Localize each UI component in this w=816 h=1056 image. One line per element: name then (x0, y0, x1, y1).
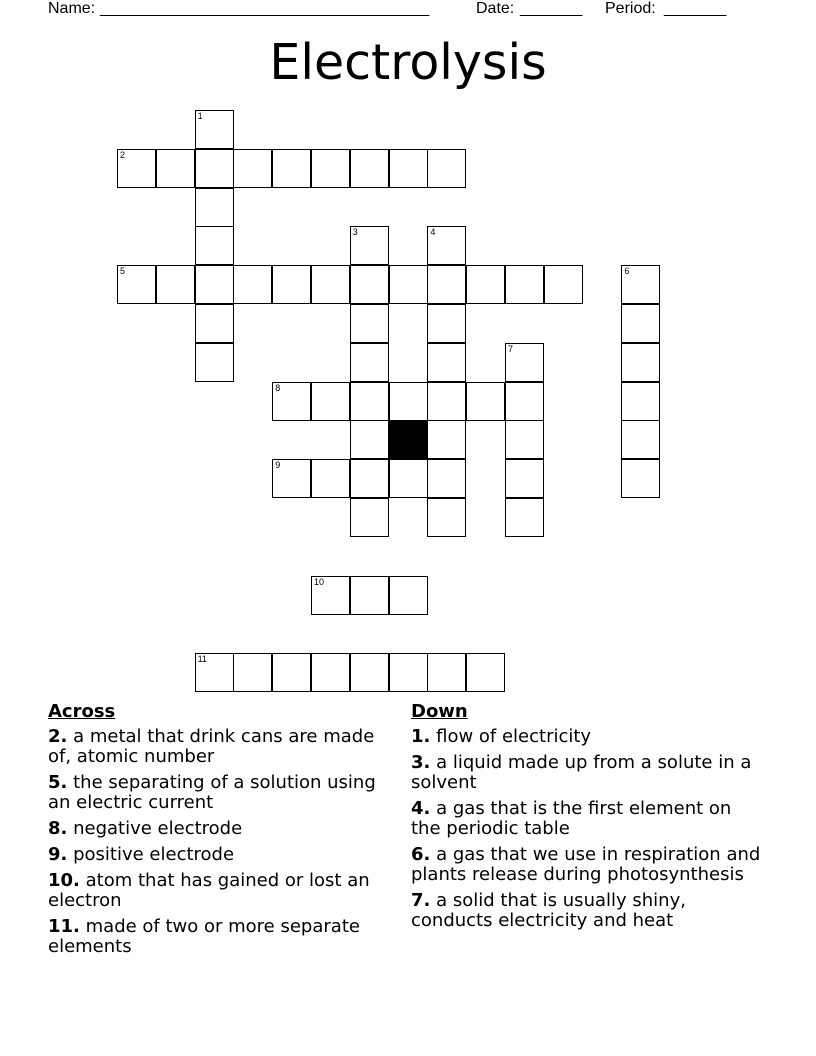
crossword-cell[interactable] (427, 459, 466, 498)
crossword-cell[interactable] (389, 576, 428, 615)
crossword-cell[interactable] (350, 226, 389, 265)
name-blank[interactable]: _____________________________________ (100, 0, 430, 17)
crossword-cell[interactable] (117, 149, 156, 188)
clue-across: 9. positive electrode (48, 844, 235, 865)
crossword-cell[interactable] (350, 304, 389, 343)
crossword-cell[interactable] (311, 149, 350, 188)
clue-across: 8. negative electrode (48, 818, 243, 839)
clue-number: 10 (314, 576, 325, 587)
crossword-cell[interactable] (195, 265, 234, 304)
clue-across: 2. a metal that drink cans are made of, atomic number (48, 726, 375, 767)
date-blank[interactable]: _______ (520, 0, 583, 17)
crossword-cell[interactable] (272, 653, 311, 692)
crossword-cell[interactable] (389, 653, 428, 692)
crossword-cell[interactable] (544, 265, 583, 304)
date-label: Date: (476, 0, 515, 17)
crossword-cell[interactable] (195, 343, 234, 382)
crossword-cell[interactable] (233, 265, 272, 304)
clue-across: 5. the separating of a solution using an electric current (48, 772, 376, 813)
crossword-cell[interactable] (272, 382, 311, 421)
clue-number: 4 (430, 227, 436, 238)
crossword-cell[interactable] (505, 498, 544, 537)
crossword-cell[interactable] (350, 498, 389, 537)
crossword-cell[interactable] (311, 382, 350, 421)
crossword-cell[interactable] (621, 459, 660, 498)
crossword-cell[interactable] (350, 149, 389, 188)
clue-down: 4. a gas that is the first element on the periodic table (411, 798, 732, 839)
crossword-cell[interactable] (621, 382, 660, 421)
across-heading: Across (48, 701, 116, 722)
clue-number: 8 (275, 382, 281, 393)
clue-across: 10. atom that has gained or lost an electron (48, 870, 370, 911)
crossword-cell[interactable] (427, 226, 466, 265)
black-square (389, 420, 428, 459)
clue-number: 9 (275, 460, 281, 471)
crossword-cell[interactable] (427, 420, 466, 459)
crossword-cell[interactable] (195, 110, 234, 149)
crossword-cell[interactable] (621, 420, 660, 459)
crossword-cell[interactable] (195, 226, 234, 265)
crossword-cell[interactable] (156, 149, 195, 188)
crossword-cell[interactable] (233, 653, 272, 692)
crossword-cell[interactable] (272, 459, 311, 498)
down-clues (411, 702, 761, 937)
crossword-cell[interactable] (311, 459, 350, 498)
crossword-cell[interactable] (311, 653, 350, 692)
crossword-cell[interactable] (350, 576, 389, 615)
crossword-cell[interactable] (427, 265, 466, 304)
clue-down: 6. a gas that we use in respiration and plants release during photosynthesis (411, 844, 761, 885)
crossword-cell[interactable] (389, 382, 428, 421)
crossword-cell[interactable] (505, 459, 544, 498)
crossword-cell[interactable] (272, 265, 311, 304)
crossword-cell[interactable] (505, 343, 544, 382)
crossword-cell[interactable] (195, 304, 234, 343)
clue-number: 5 (120, 266, 126, 277)
crossword-cell[interactable] (466, 265, 505, 304)
crossword-cell[interactable] (427, 149, 466, 188)
crossword-cell[interactable] (117, 265, 156, 304)
crossword-cell[interactable] (350, 653, 389, 692)
clue-down: 1. flow of electricity (411, 726, 592, 747)
crossword-cell[interactable] (621, 343, 660, 382)
crossword-cell[interactable] (233, 149, 272, 188)
crossword-cell[interactable] (272, 149, 311, 188)
clue-down: 3. a liquid made up from a solute in a solvent (411, 752, 752, 793)
crossword-cell[interactable] (350, 343, 389, 382)
crossword-cell[interactable] (195, 188, 234, 227)
crossword-cell[interactable] (621, 304, 660, 343)
crossword-cell[interactable] (505, 382, 544, 421)
clue-across: 11. made of two or more separate elements (48, 916, 360, 957)
crossword-cell[interactable] (427, 382, 466, 421)
crossword-cell[interactable] (427, 304, 466, 343)
crossword-cell[interactable] (505, 420, 544, 459)
down-heading: Down (411, 701, 468, 722)
crossword-cell[interactable] (389, 265, 428, 304)
clue-number: 6 (624, 266, 630, 277)
across-clues (48, 702, 393, 963)
crossword-cell[interactable] (195, 149, 234, 188)
name-label: Name: (48, 0, 96, 17)
period-label: Period: (605, 0, 656, 17)
crossword-cell[interactable] (427, 498, 466, 537)
crossword-cell[interactable] (466, 653, 505, 692)
period-blank[interactable]: _______ (664, 0, 727, 17)
clue-number: 2 (120, 149, 126, 160)
crossword-cell[interactable] (389, 149, 428, 188)
crossword-cell[interactable] (389, 459, 428, 498)
crossword-cell[interactable] (350, 265, 389, 304)
crossword-cell[interactable] (195, 653, 234, 692)
crossword-cell[interactable] (505, 265, 544, 304)
crossword-cell[interactable] (350, 459, 389, 498)
crossword-cell[interactable] (311, 576, 350, 615)
crossword-cell[interactable] (621, 265, 660, 304)
crossword-cell[interactable] (156, 265, 195, 304)
clue-number: 7 (508, 343, 514, 354)
page-title: Electrolysis (269, 34, 547, 91)
crossword-cell[interactable] (311, 265, 350, 304)
clue-number: 1 (197, 111, 203, 121)
crossword-cell[interactable] (466, 382, 505, 421)
crossword-cell[interactable] (427, 653, 466, 692)
clue-number: 11 (197, 654, 207, 665)
crossword-cell[interactable] (427, 343, 466, 382)
crossword-cell[interactable] (350, 420, 389, 459)
clue-down: 7. a solid that is usually shiny, conducts electricity and heat (411, 890, 686, 931)
clue-number: 3 (352, 227, 358, 238)
crossword-cell[interactable] (350, 382, 389, 421)
